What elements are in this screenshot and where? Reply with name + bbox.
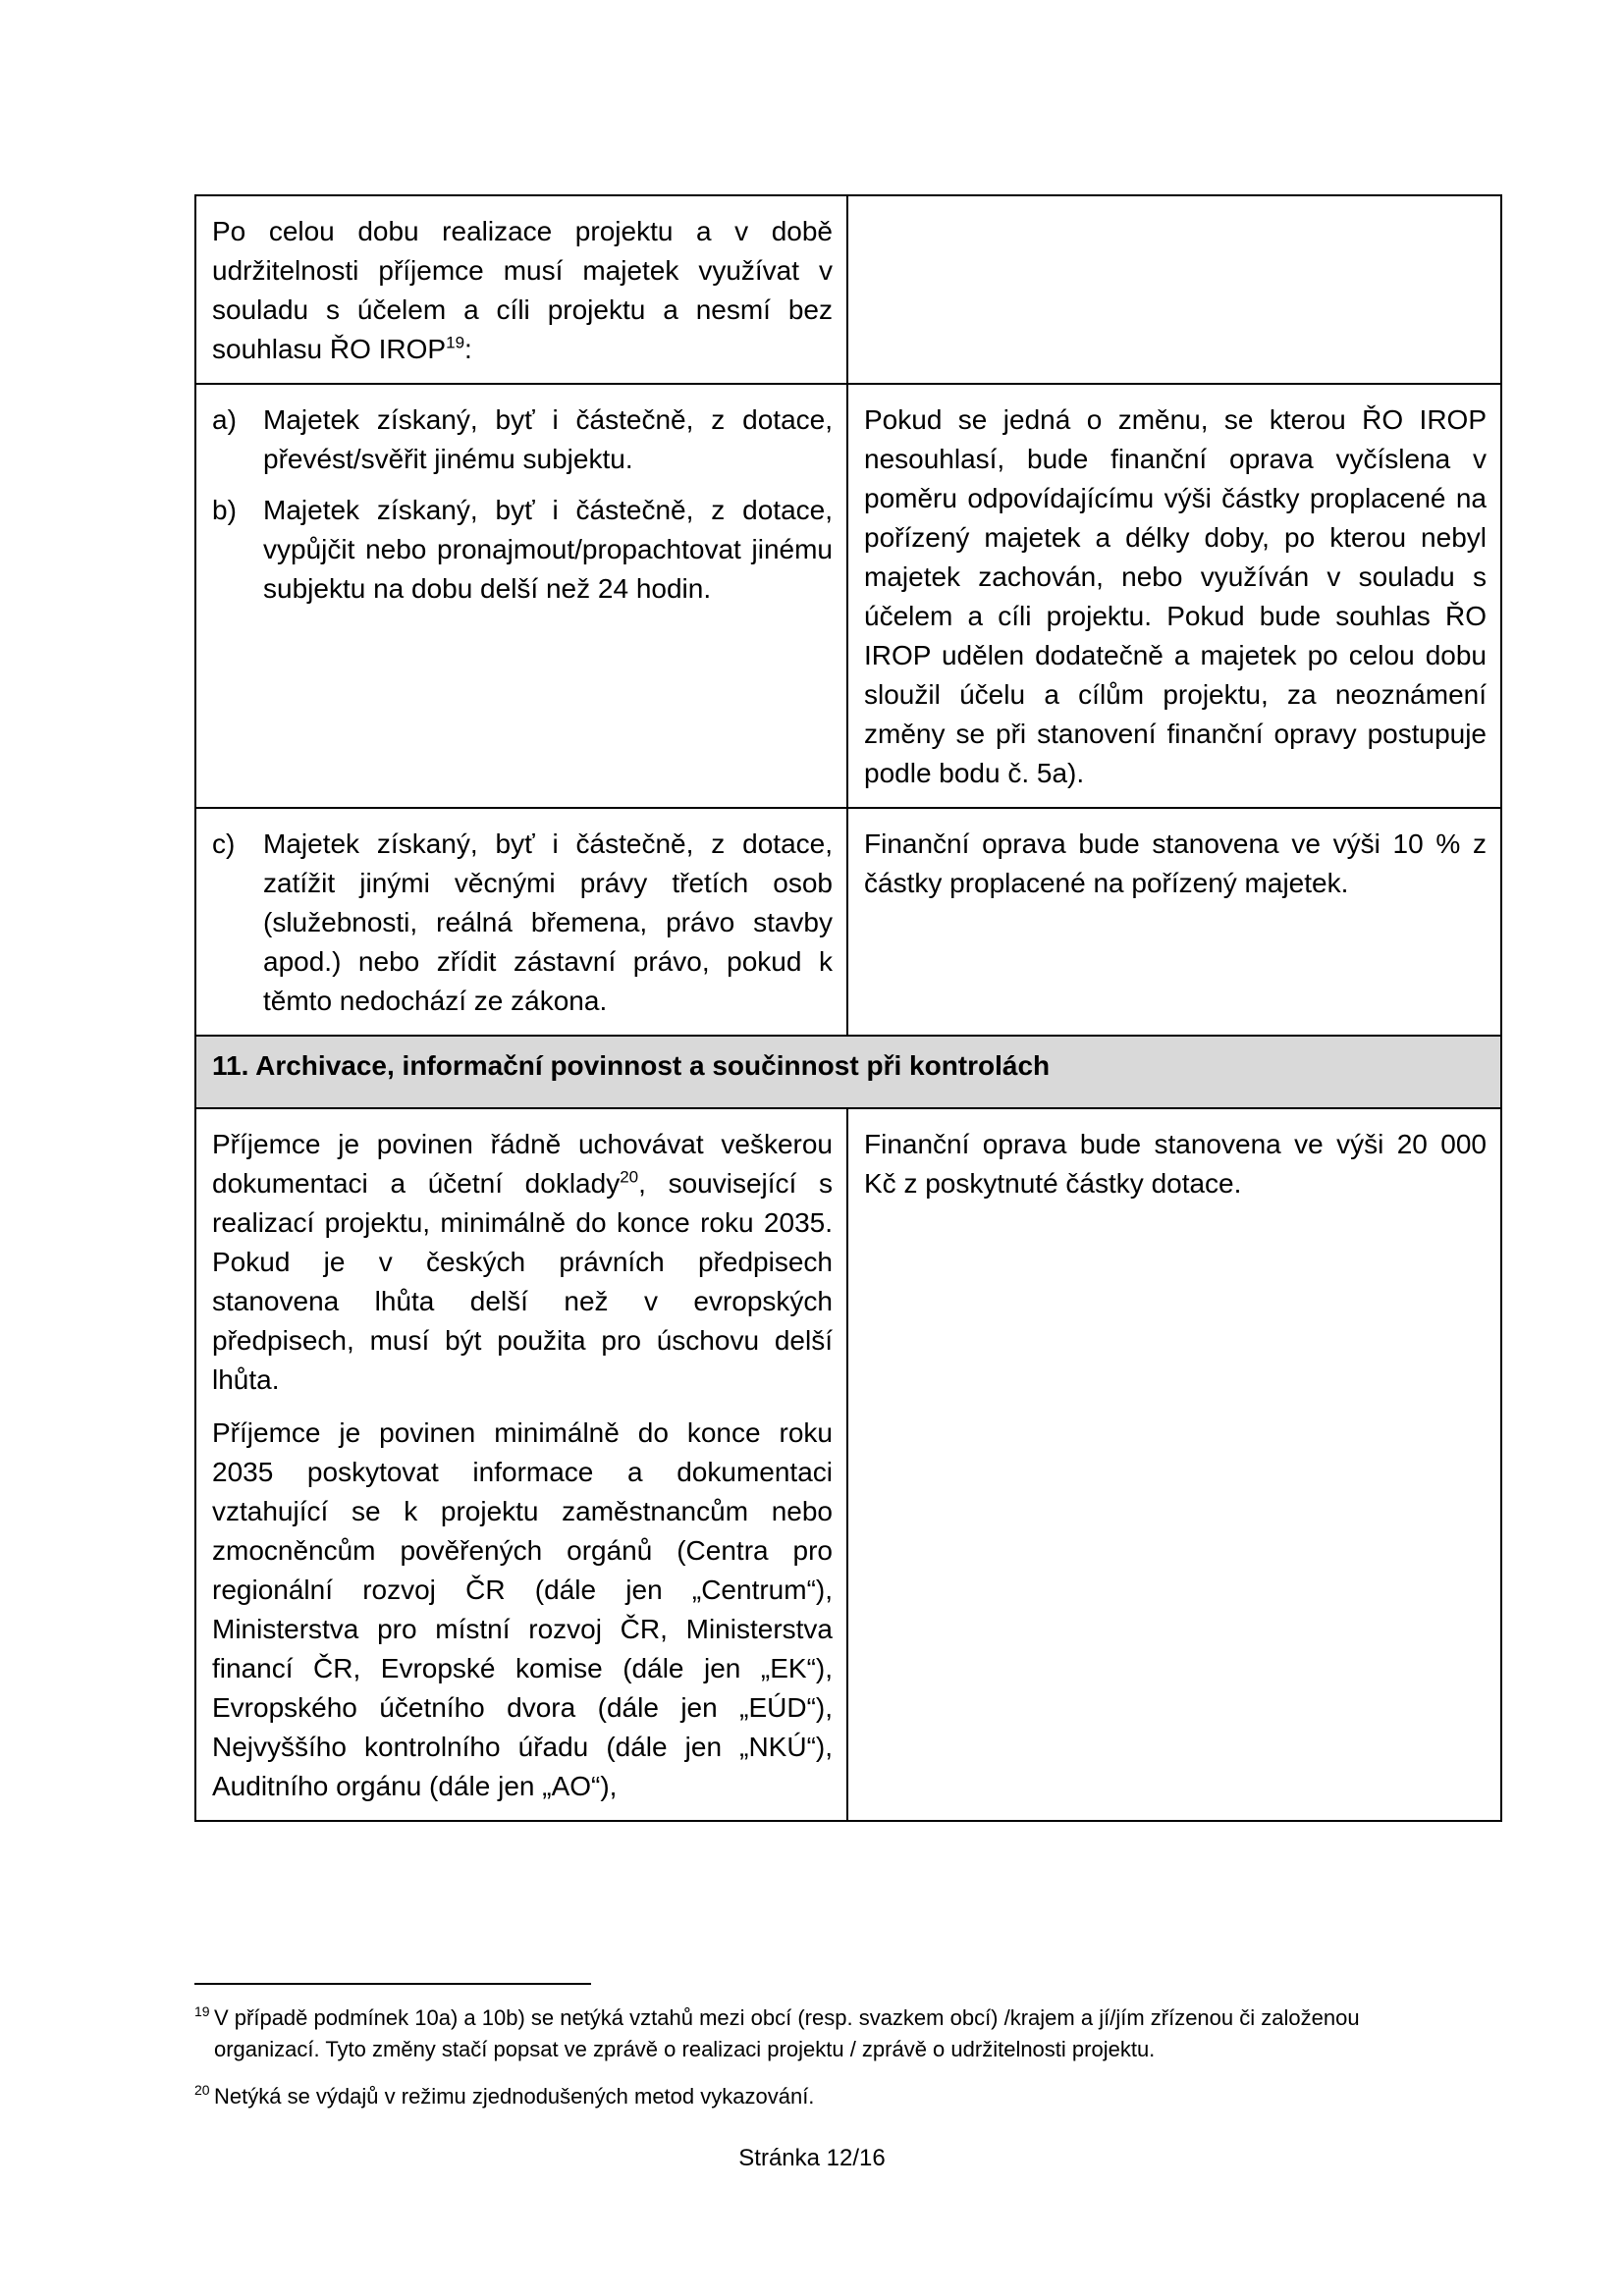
footnote-ref-20: 20 [620,1167,639,1187]
section-heading: 11. Archivace, informační povinnost a součinnost při kontrolách [195,1036,1501,1108]
correction-text: Finanční oprava bude stanovena ve výši 10 % z částky proplacené na pořízený majetek. [864,828,1487,898]
list-item-text: Majetek získaný, byť i částečně, z dotace, vypůjčit nebo pronajmout/propachtovat jinému subjektu na dobu delší než 24 hodin. [263,495,833,604]
table-row [195,808,1501,1036]
footnote-number: 20 [194,2082,210,2098]
paragraph: Příjemce je povinen minimálně do konce roku 2035 poskytovat informace a dokumentaci vztahující se k projektu zaměstnancům nebo zmocněncům pověřených orgánů (Centra pro regionální rozvoj ČR (dále jen „Centrum“), Ministerstva pro místní rozvoj ČR, Ministerstva financí ČR, Evropské komise (dále jen „EK“), Evropského účetního dvora (dále jen „EÚD“), Nejvyššího kontrolního úřadu (dále jen „NKÚ“), Auditního orgánu (dále jen „AO“), [212,1417,833,1801]
footnote [194,2002,1439,2065]
list-marker: b) [212,495,237,525]
footnote [194,2081,1439,2112]
table-cell-condition [195,384,847,808]
table-row [195,384,1501,808]
table-cell-condition [195,195,847,384]
table-cell-condition [195,808,847,1036]
list-item [212,400,833,479]
table-row [195,195,1501,384]
correction-text: Finanční oprava bude stanovena ve výši 20 000 Kč z poskytnuté částky dotace. [864,1129,1487,1199]
section-heading-row [195,1036,1501,1108]
table-row [195,1108,1501,1821]
paragraph [212,1125,833,1400]
list-item-text: Majetek získaný, byť i částečně, z dotace, zatížit jinými věcnými právy třetích osob (služebnosti, reálná břemena, právo stavby apod.) nebo zřídit zástavní právo, pokud k těmto nedochází ze zákona. [263,828,833,1016]
paragraph-text: Příjemce je povinen řádně uchovávat veškerou dokumentaci a účetní doklady [212,1129,833,1199]
conditions-table [194,194,1502,1822]
footnote-ref-19: 19 [446,333,465,352]
table-cell-correction [847,195,1501,384]
condition-text: Po celou dobu realizace projektu a v době udržitelnosti příjemce musí majetek využívat v souladu s účelem a cíli projektu a nesmí bez souhlasu ŘO IROP [212,216,833,364]
list-item [212,825,833,1021]
correction-text: Pokud se jedná o změnu, se kterou ŘO IROP nesouhlasí, bude finanční oprava vyčíslena v poměru odpovídajícímu výši částky proplacené na pořízený majetek a délky doby, po kterou nebyl majetek zachován, nebo využíván v souladu s účelem a cíli projektu. Pokud bude souhlas ŘO IROP udělen dodatečně a majetek po celou dobu sloužil účelu a cílům projektu, za neoznámení změny se při stanovení finanční opravy postupuje podle bodu č. 5a). [864,404,1487,788]
footnote-number: 19 [194,2003,210,2019]
footnote-separator [194,1983,591,1985]
table-cell-correction [847,808,1501,1036]
table-cell-correction [847,384,1501,808]
paragraph-text: , související s realizací projektu, minimálně do konce roku 2035. Pokud je v českých právních předpisech stanovena lhůta delší než v evropských předpisech, musí být použita pro úschovu delší lhůta. [212,1168,834,1395]
page-number: Stránka 12/16 [738,2145,886,2171]
footnote-text: V případě podmínek 10a) a 10b) se netýká vztahů mezi obcí (resp. svazkem obcí) /krajem a jí/jím zřízenou či založenou organizací. Tyto změny stačí popsat ve zprávě o realizaci projektu / zprávě o udržitelnosti projektu. [214,2005,1360,2061]
table-cell-correction [847,1108,1501,1821]
table-cell-condition [195,1108,847,1821]
condition-text-tail: : [464,334,472,364]
list-item-text: Majetek získaný, byť i částečně, z dotace, převést/svěřit jinému subjektu. [263,404,833,474]
list-item [212,491,833,609]
list-marker: c) [212,828,236,859]
footnote-text: Netýká se výdajů v režimu zjednodušených metod vykazování. [214,2084,815,2109]
list-marker: a) [212,404,237,435]
